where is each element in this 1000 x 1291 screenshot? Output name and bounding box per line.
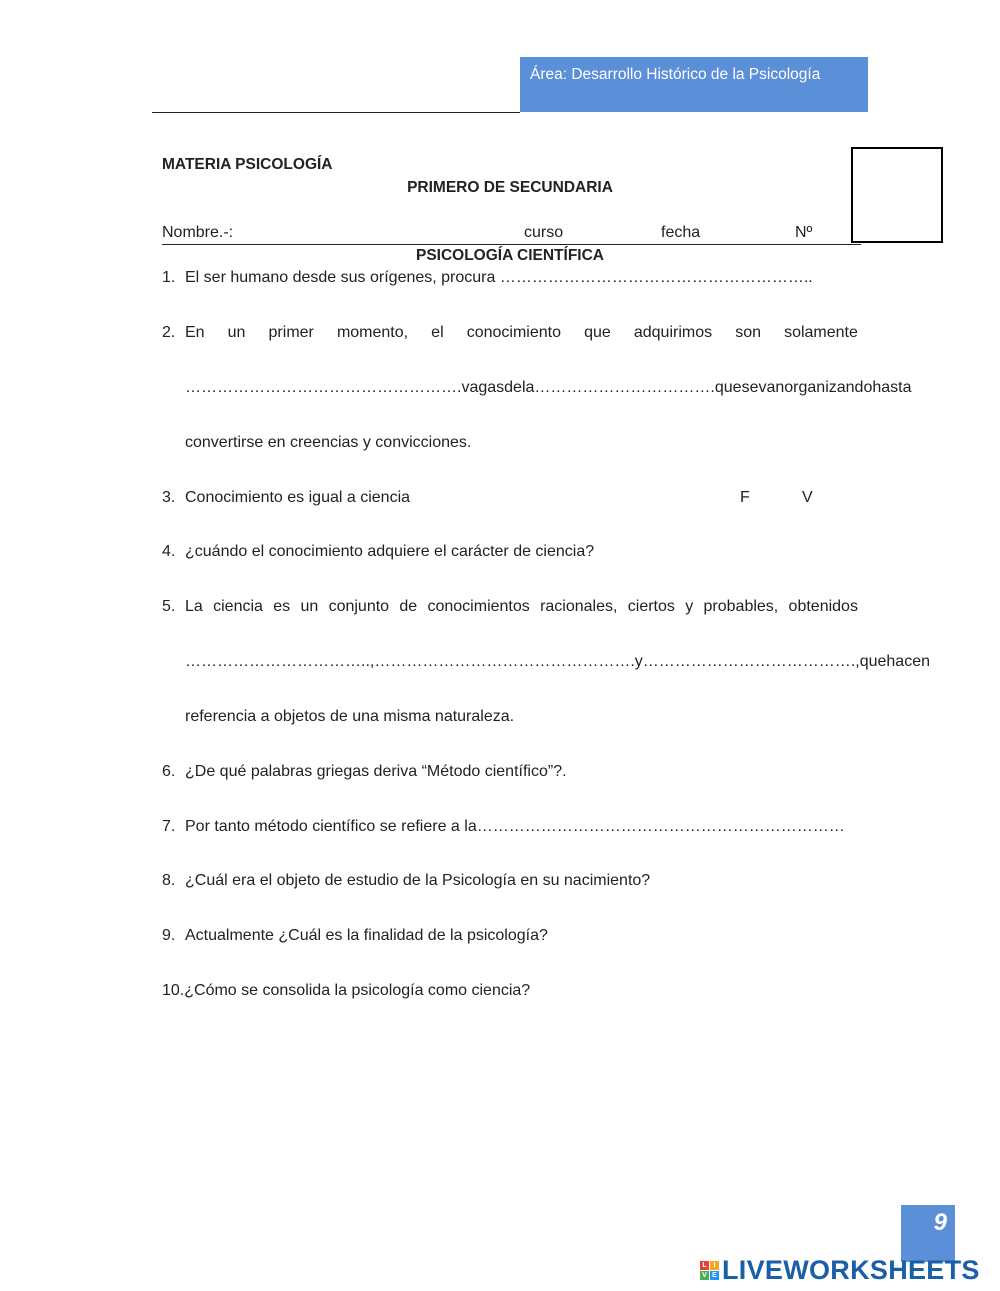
word: vagas — [461, 379, 505, 396]
word: y — [685, 598, 694, 615]
answer-blank[interactable]: ……………………………………………. — [185, 379, 462, 396]
page-number: 9 — [933, 1209, 947, 1236]
word: solamente — [784, 324, 858, 341]
word: primer — [268, 324, 314, 341]
question-6 — [162, 763, 567, 781]
word: son — [735, 324, 761, 341]
logo-letter: I — [710, 1261, 719, 1270]
answer-blank[interactable]: …………………………….., — [185, 653, 375, 670]
question-text[interactable]: Por tanto método científico se refiere a la…………………………………………………………… — [185, 818, 845, 835]
subject-title: MATERIA PSICOLOGÍA — [162, 156, 333, 173]
question-7 — [162, 818, 845, 836]
false-option[interactable]: F — [740, 489, 750, 506]
question-text: Conocimiento es igual a ciencia — [185, 489, 411, 506]
word: En — [185, 324, 205, 341]
word: van — [758, 379, 785, 396]
question-number: 8. — [162, 872, 176, 889]
question-text: El ser humano desde sus orígenes, procura ………………………………………………….. — [185, 269, 813, 286]
word: racionales, — [540, 598, 618, 615]
answer-blank[interactable]: …………………………………………. — [374, 653, 635, 670]
word: La — [185, 598, 203, 615]
question-number: 10. — [162, 982, 185, 999]
word: momento, — [336, 324, 409, 341]
answer-blank[interactable]: la……………………………. — [521, 379, 715, 396]
word: es — [273, 598, 291, 615]
question-3 — [162, 489, 410, 507]
question-text: ¿Cómo se consolida la psicología como ciencia? — [184, 982, 531, 999]
question-text: Actualmente ¿Cuál es la finalidad de la psicología? — [185, 927, 548, 944]
question-2-line-1 — [185, 324, 858, 342]
info-underline — [162, 244, 861, 245]
word: obtenidos — [788, 598, 858, 615]
word: el — [431, 324, 444, 341]
area-header-box — [520, 57, 868, 112]
question-number: 1. — [162, 269, 176, 286]
question-5-line-3: referencia a objetos de una misma naturaleza. — [185, 708, 515, 725]
word: probables, — [703, 598, 779, 615]
question-2-number: 2. — [162, 324, 176, 341]
question-4 — [162, 543, 594, 561]
question-2-line-2 — [185, 379, 912, 397]
word: y — [634, 653, 643, 670]
question-number: 4. — [162, 543, 176, 560]
word: hasta — [872, 379, 912, 396]
area-label: Área: Desarrollo Histórico de la Psicología — [530, 66, 821, 83]
word: que — [859, 653, 887, 670]
question-number: 6. — [162, 763, 176, 780]
page-number-badge — [901, 1205, 955, 1262]
question-number: 7. — [162, 818, 176, 835]
word: que — [584, 324, 611, 341]
name-label: Nombre.-: — [162, 224, 234, 241]
answer-blank[interactable]: …………………………………., — [642, 653, 860, 670]
logo-letter: L — [700, 1261, 709, 1270]
question-10 — [162, 982, 530, 1000]
question-5-number: 5. — [162, 598, 176, 615]
word: ciertos — [627, 598, 675, 615]
logo-text: LIVEWORKSHEETS — [722, 1255, 980, 1285]
question-8 — [162, 872, 650, 890]
question-2-line-3: convertirse en creencias y convicciones. — [185, 434, 472, 451]
section-title: PSICOLOGÍA CIENTÍFICA — [415, 247, 604, 264]
question-text: ¿Cuál era el objeto de estudio de la Psicología en su nacimiento? — [185, 872, 651, 889]
question-1 — [162, 269, 813, 287]
true-option[interactable]: V — [802, 489, 813, 506]
word: organizando — [784, 379, 873, 396]
question-5-line-2 — [185, 653, 930, 671]
question-number: 9. — [162, 927, 176, 944]
number-label: Nº — [795, 224, 813, 241]
question-number: 3. — [162, 489, 176, 506]
word: hacen — [886, 653, 930, 670]
word: se — [741, 379, 759, 396]
word: conocimiento — [466, 324, 561, 341]
question-text: ¿cuándo el conocimiento adquiere el carácter de ciencia? — [185, 543, 595, 560]
course-label: curso — [524, 224, 564, 241]
word: conjunto — [328, 598, 390, 615]
question-5-line-1 — [185, 598, 858, 616]
header-divider — [152, 112, 520, 113]
word: de — [399, 598, 418, 615]
question-9 — [162, 927, 548, 945]
grade-title: PRIMERO DE SECUNDARIA — [407, 179, 613, 196]
word: un — [227, 324, 246, 341]
logo-letter: V — [700, 1271, 709, 1280]
word: de — [504, 379, 522, 396]
word: ciencia — [213, 598, 263, 615]
word: adquirimos — [633, 324, 713, 341]
word: un — [300, 598, 319, 615]
word: conocimientos — [427, 598, 530, 615]
question-text: ¿De qué palabras griegas deriva “Método científico”?. — [185, 763, 567, 780]
word: que — [714, 379, 742, 396]
logo-mark-icon — [700, 1261, 719, 1280]
logo-letter: E — [710, 1271, 719, 1280]
date-label: fecha — [661, 224, 701, 241]
liveworksheets-logo — [700, 1255, 980, 1286]
